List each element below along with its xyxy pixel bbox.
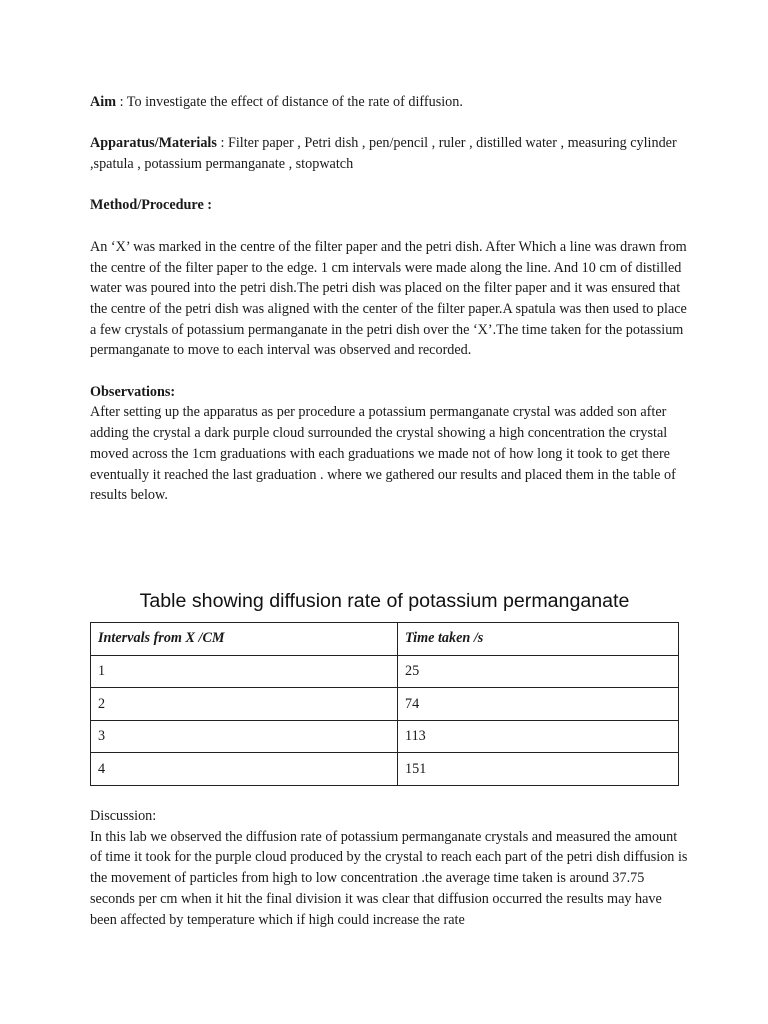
method-text: An ‘X’ was marked in the centre of the filter paper and the petri dish. After Which a line was drawn from the centre of the filter paper to the edge. 1 cm intervals were made along the line. And 10 cm of distilled water was poured into the petri dish.The petri dish was placed on the filter paper and it was ensured that the centre of the petri dish was aligned with the center of the filter paper.A spatula was then used to place a few crystals of potassium permanganate in the petri dish over the ‘X’.The time taken for the potassium permanganate to move to each interval was observed and recorded.: [90, 238, 687, 359]
time-cell: 151: [398, 753, 679, 786]
aim-text: : To investigate the effect of distance of the rate of diffusion.: [116, 94, 463, 110]
observations-heading: Observations:: [90, 383, 176, 400]
aim-paragraph: [90, 92, 690, 113]
discussion-text: In this lab we observed the diffusion rate of potassium permanganate crystals and measured the amount of time it took for the purple cloud produced by the crystal to reach each part of the petri dish diffusion is the movement of particles from high to low concentration .the average time taken is around 37.75 seconds per cm when it hit the final division it was clear that diffusion occurred the results may have been affected by temperature which if high could increase the rate: [90, 828, 688, 928]
column-header-intervals: Intervals from X /CM: [91, 623, 398, 656]
time-cell: 74: [398, 688, 679, 721]
interval-cell: 1: [91, 655, 398, 688]
interval-cell: 3: [91, 720, 398, 753]
spacer: [90, 216, 690, 237]
document-body: [90, 92, 690, 506]
interval-cell: 4: [91, 753, 398, 786]
column-header-time: Time taken /s: [398, 623, 679, 656]
table-row: [91, 655, 679, 688]
table-row: [91, 688, 679, 721]
apparatus-label: Apparatus/Materials: [90, 135, 217, 152]
results-table: [90, 622, 679, 786]
apparatus-text: : Filter paper , Petri dish , pen/pencil , ruler , distilled water , measuring cylinder ,spatula , potassium permanganate , stopwatch: [90, 135, 677, 173]
table-row: [91, 753, 679, 786]
interval-cell: 2: [91, 688, 398, 721]
discussion-section: [90, 806, 690, 930]
aim-label: Aim: [90, 94, 117, 110]
apparatus-paragraph: [90, 133, 690, 174]
time-cell: 25: [398, 655, 679, 688]
table-row: [91, 720, 679, 753]
table-title: Table showing diffusion rate of potassium permanganate: [139, 590, 630, 612]
discussion-heading: Discussion:: [90, 808, 157, 824]
table-header-row: [91, 623, 679, 656]
observations-text: After setting up the apparatus as per procedure a potassium permanganate crystal was added son after adding the crystal a dark purple cloud surrounded the crystal showing a high concentration the crystal moved across the 1cm graduations with each graduations we made not of how long it took to get there eventually it reached the last graduation . where we gathered our results and placed them in the table of results below.: [90, 404, 676, 504]
time-cell: 113: [398, 720, 679, 753]
method-heading: Method/Procedure :: [90, 197, 213, 214]
